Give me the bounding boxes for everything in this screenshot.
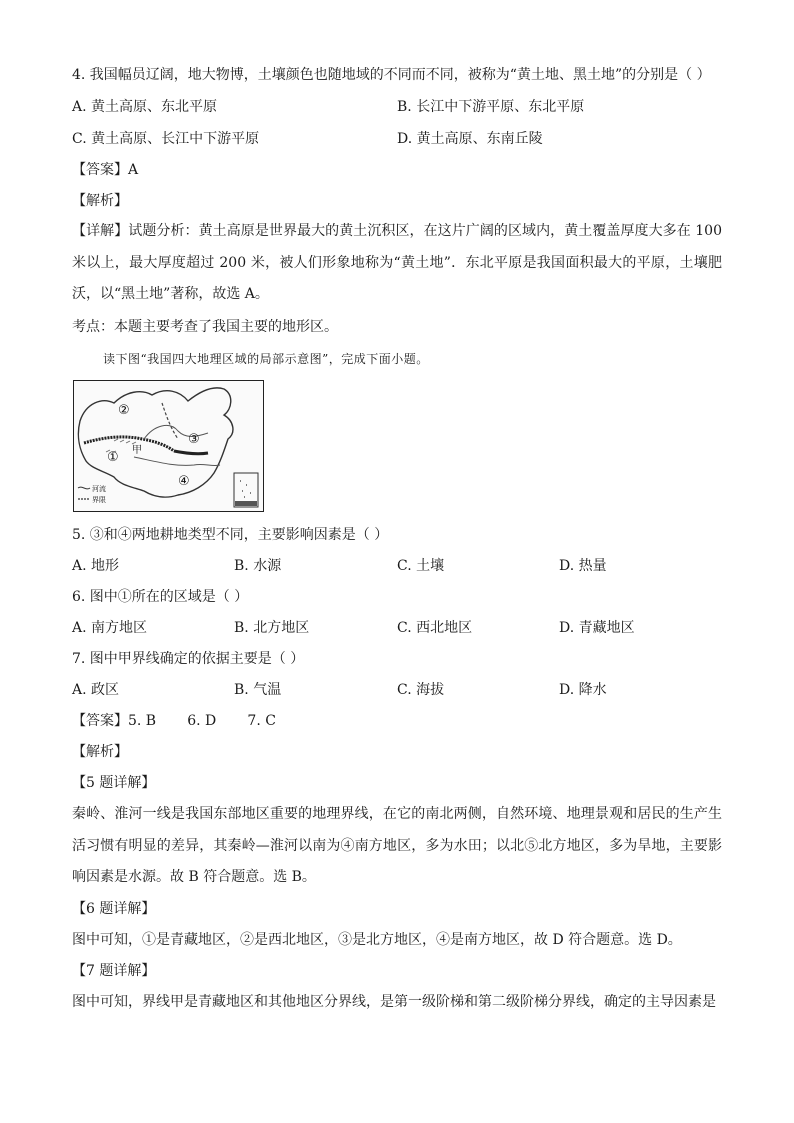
analysis2-label: 【解析】 xyxy=(72,744,128,760)
q7-stem: 7. 图中甲界线确定的依据主要是（ ） xyxy=(72,651,305,667)
q7-option-b: B. 气温 xyxy=(234,682,282,698)
q4-option-b: B. 长江中下游平原、东北平原 xyxy=(397,99,585,115)
q7-option-c: C. 海拔 xyxy=(397,682,445,698)
label-2: ② xyxy=(118,403,130,418)
q7-option-a: A. 政区 xyxy=(72,682,120,698)
q7-option-d: D. 降水 xyxy=(559,682,607,698)
legend-river: 河流 xyxy=(92,485,106,493)
river-yangtze xyxy=(134,457,220,466)
d5-label: 【5 题详解】 xyxy=(72,775,156,791)
q6-option-d: D. 青藏地区 xyxy=(559,620,635,636)
q5-option-a: A. 地形 xyxy=(72,558,120,574)
q6-option-b: B. 北方地区 xyxy=(234,620,310,636)
q5-option-b: B. 水源 xyxy=(234,558,282,574)
d7-text: 图中可知，界线甲是青藏地区和其他地区分界线，是第一级阶梯和第二级阶梯分界线，确定的主导因素是 xyxy=(72,994,716,1010)
map-svg xyxy=(74,381,263,511)
read-prompt: 读下图“我国四大地理区域的局部示意图”，完成下面小题。 xyxy=(103,352,429,366)
boundary-jia xyxy=(84,437,174,451)
label-4: ④ xyxy=(178,474,190,489)
q6-option-c: C. 西北地区 xyxy=(397,620,473,636)
q6-stem: 6. 图中①所在的区域是（ ） xyxy=(72,589,249,605)
inset-caption-bar xyxy=(235,501,257,506)
boundary-northwest xyxy=(162,403,178,439)
legend-river-line xyxy=(78,487,90,489)
q4-answer: 【答案】A xyxy=(72,162,139,178)
answers-5-7: 【答案】5. B 6. D 7. C xyxy=(72,713,276,729)
q5-stem: 5. ③和④两地耕地类型不同，主要影响因素是（ ） xyxy=(72,527,389,543)
label-1: ① xyxy=(107,450,119,465)
boundary-qinling xyxy=(174,451,208,454)
q5-option-d: D. 热量 xyxy=(559,558,607,574)
label-3: ③ xyxy=(188,432,200,447)
d5-text: 秦岭、淮河一线是我国东部地区重要的地理界线，在它的南北两侧，自然环境、地理景观和居民的生产生活习惯有明显的差异，其秦岭—淮河以南为④南方地区，多为水田；以北⑤北方地区，多为旱地，主要影响因素是水源。故 B 符合题意。选 B。 xyxy=(72,806,722,885)
d6-label: 【6 题详解】 xyxy=(72,901,156,917)
d7-label: 【7 题详解】 xyxy=(72,963,156,979)
label-jia: 甲 xyxy=(132,445,142,456)
inset-islands xyxy=(240,481,251,497)
q5-option-c: C. 土壤 xyxy=(397,558,445,574)
q4-detail: 【详解】试题分析：黄土高原是世界最大的黄土沉积区，在这片广阔的区域内，黄土覆盖厚度大多在 100 米以上，最大厚度超过 200 米，被人们形象地称为“黄土地”．东北平原是我国面积最大的平原，土壤肥沃，以“黑土地”著称，故选 A。 xyxy=(72,223,722,302)
q4-option-c: C. 黄土高原、长江中下游平原 xyxy=(72,131,260,147)
d6-text: 图中可知，①是青藏地区，②是西北地区，③是北方地区，④是南方地区，故 D 符合题意。选 D。 xyxy=(72,932,682,948)
china-regions-map xyxy=(73,380,264,512)
q4-option-d: D. 黄土高原、东南丘陵 xyxy=(397,131,543,147)
q6-option-a: A. 南方地区 xyxy=(72,620,148,636)
legend-boundary: 界限 xyxy=(92,496,106,504)
q4-stem: 4. 我国幅员辽阔，地大物博，土壤颜色也随地域的不同而不同，被称为“黄土地、黑土地”的分别是（ ） xyxy=(72,67,711,83)
q4-analysis-label: 【解析】 xyxy=(72,193,128,209)
q4-option-a: A. 黄土高原、东北平原 xyxy=(72,99,218,115)
q4-kaodian: 考点：本题主要考查了我国主要的地形区。 xyxy=(72,319,338,335)
